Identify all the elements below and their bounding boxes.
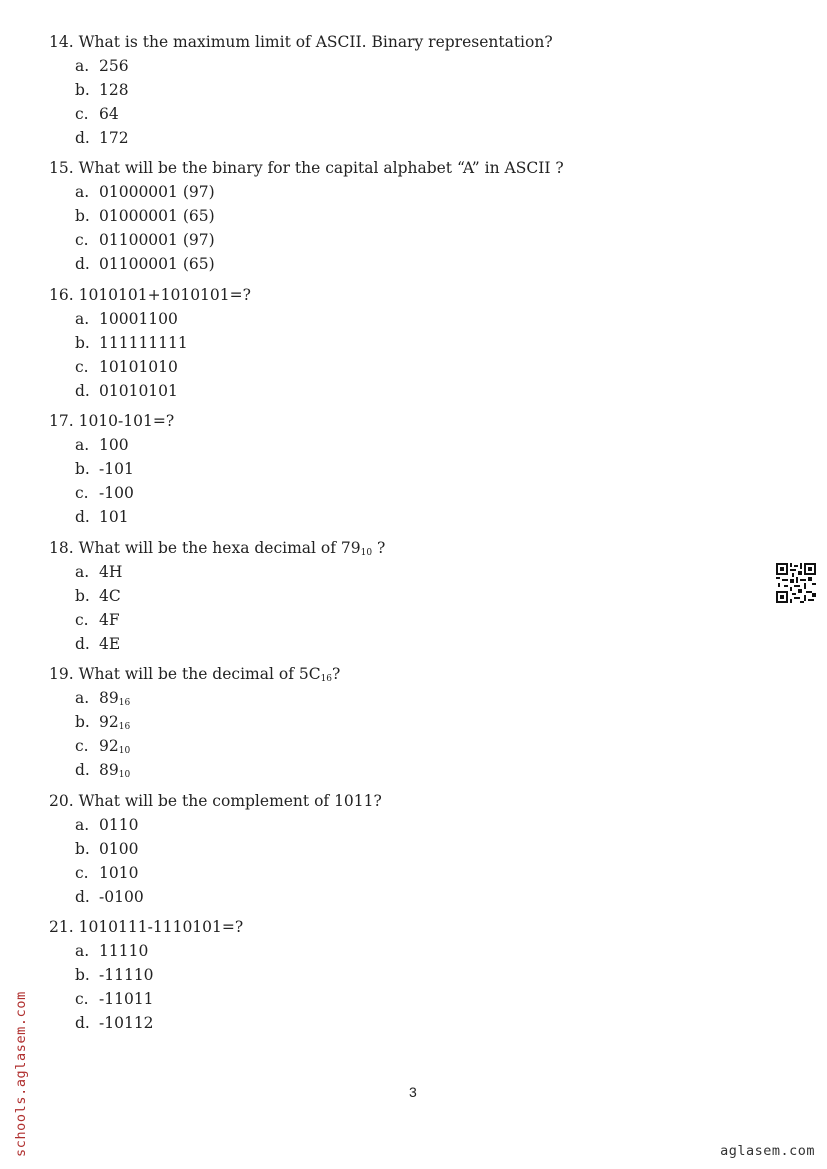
- side-watermark-url[interactable]: schools.aglasem.com: [13, 991, 29, 1157]
- option-item: [75, 760, 130, 780]
- option-letter: d.: [75, 255, 90, 273]
- option-item: [75, 586, 121, 606]
- question-text: What will be the decimal of 5C: [78, 665, 321, 683]
- option-text: 101: [99, 508, 129, 526]
- option-text: 256: [99, 57, 129, 75]
- option-letter: a.: [75, 57, 90, 75]
- option-text: 89: [99, 761, 119, 779]
- option-letter: d.: [75, 761, 90, 779]
- question-18: [49, 538, 385, 558]
- footer-url[interactable]: aglasem.com: [720, 1143, 815, 1159]
- option-letter: b.: [75, 207, 90, 225]
- option-text: 10001100: [99, 310, 178, 328]
- option-item: [75, 989, 154, 1009]
- option-text: -10112: [99, 1014, 154, 1032]
- question-number: 14.: [49, 33, 74, 51]
- option-text: 128: [99, 81, 129, 99]
- option-letter: c.: [75, 611, 89, 629]
- question-20: [49, 791, 382, 811]
- page-number: 3: [409, 1084, 417, 1100]
- option-item: [75, 863, 138, 883]
- option-text: -101: [99, 460, 134, 478]
- question-text: What will be the binary for the capital alphabet “A” in ASCII ?: [78, 159, 564, 177]
- option-item: [75, 839, 138, 859]
- option-text: 10101010: [99, 358, 178, 376]
- option-item: [75, 965, 154, 985]
- question-text: What will be the complement of 1011?: [78, 792, 382, 810]
- subscript: 10: [118, 746, 131, 756]
- option-item: [75, 254, 215, 274]
- question-number: 17.: [49, 412, 74, 430]
- option-letter: c.: [75, 737, 89, 755]
- option-item: [75, 610, 120, 630]
- option-text: 92: [99, 713, 119, 731]
- option-item: [75, 333, 188, 353]
- option-item: [75, 230, 215, 250]
- option-letter: b.: [75, 966, 90, 984]
- question-number: 19.: [49, 665, 74, 683]
- subscript: 10: [360, 548, 373, 558]
- option-letter: d.: [75, 635, 90, 653]
- option-letter: c.: [75, 358, 89, 376]
- subscript: 16: [320, 674, 333, 684]
- option-item: [75, 357, 178, 377]
- option-text: 01100001 (65): [99, 255, 215, 273]
- question-text: 1010-101=?: [78, 412, 175, 430]
- option-item: [75, 182, 215, 202]
- option-text: 01100001 (97): [99, 231, 215, 249]
- option-text: 01000001 (97): [99, 183, 215, 201]
- option-letter: d.: [75, 888, 90, 906]
- option-letter: a.: [75, 942, 90, 960]
- option-letter: b.: [75, 334, 90, 352]
- option-item: [75, 815, 138, 835]
- option-text: 172: [99, 129, 129, 147]
- question-14: [49, 32, 553, 52]
- question-text-end: ?: [372, 539, 386, 557]
- subscript: 16: [118, 698, 131, 708]
- question-text: 1010111-1110101=?: [78, 918, 244, 936]
- option-text: 4F: [99, 611, 120, 629]
- subscript: 10: [118, 770, 131, 780]
- option-item: [75, 712, 130, 732]
- question-19: [49, 664, 340, 684]
- question-text: What will be the hexa decimal of 79: [78, 539, 361, 557]
- option-item: [75, 104, 119, 124]
- option-item: [75, 206, 215, 226]
- option-letter: d.: [75, 382, 90, 400]
- option-text: 111111111: [99, 334, 188, 352]
- option-letter: a.: [75, 563, 90, 581]
- option-item: [75, 483, 134, 503]
- option-letter: a.: [75, 689, 90, 707]
- option-item: [75, 381, 178, 401]
- option-text: 1010: [99, 864, 139, 882]
- question-number: 15.: [49, 159, 74, 177]
- option-text: -11011: [99, 990, 154, 1008]
- option-item: [75, 435, 129, 455]
- option-item: [75, 887, 144, 907]
- option-text: 4H: [99, 563, 123, 581]
- option-item: [75, 80, 129, 100]
- option-letter: a.: [75, 310, 90, 328]
- option-item: [75, 562, 122, 582]
- subscript: 16: [118, 722, 131, 732]
- question-text-end: ?: [332, 665, 341, 683]
- option-letter: d.: [75, 129, 90, 147]
- option-item: [75, 941, 148, 961]
- question-17: [49, 411, 174, 431]
- option-text: 89: [99, 689, 119, 707]
- option-text: 01010101: [99, 382, 178, 400]
- option-letter: c.: [75, 990, 89, 1008]
- question-number: 18.: [49, 539, 74, 557]
- question-text: 1010101+1010101=?: [78, 286, 251, 304]
- option-text: 4C: [99, 587, 121, 605]
- option-text: -0100: [99, 888, 144, 906]
- option-letter: c.: [75, 231, 89, 249]
- question-text: What is the maximum limit of ASCII. Binary representation?: [78, 33, 553, 51]
- question-number: 16.: [49, 286, 74, 304]
- question-number: 20.: [49, 792, 74, 810]
- option-letter: d.: [75, 1014, 90, 1032]
- option-item: [75, 688, 130, 708]
- option-letter: a.: [75, 816, 90, 834]
- option-text: 64: [99, 105, 119, 123]
- option-item: [75, 507, 129, 527]
- qr-code-icon: [776, 563, 816, 603]
- question-16: [49, 285, 251, 305]
- option-text: -100: [99, 484, 134, 502]
- question-number: 21.: [49, 918, 74, 936]
- option-item: [75, 128, 129, 148]
- option-text: 100: [99, 436, 129, 454]
- option-text: 4E: [99, 635, 121, 653]
- option-item: [75, 736, 130, 756]
- option-letter: b.: [75, 81, 90, 99]
- option-item: [75, 634, 120, 654]
- option-letter: c.: [75, 484, 89, 502]
- option-text: 92: [99, 737, 119, 755]
- option-letter: b.: [75, 840, 90, 858]
- option-text: 01000001 (65): [99, 207, 215, 225]
- option-text: -11110: [99, 966, 154, 984]
- option-text: 11110: [99, 942, 149, 960]
- option-letter: b.: [75, 460, 90, 478]
- option-letter: b.: [75, 713, 90, 731]
- option-letter: c.: [75, 105, 89, 123]
- question-15: [49, 158, 564, 178]
- option-letter: a.: [75, 436, 90, 454]
- option-letter: d.: [75, 508, 90, 526]
- option-letter: a.: [75, 183, 90, 201]
- option-letter: c.: [75, 864, 89, 882]
- option-letter: b.: [75, 587, 90, 605]
- option-item: [75, 459, 134, 479]
- option-item: [75, 309, 178, 329]
- option-item: [75, 1013, 154, 1033]
- option-text: 0100: [99, 840, 139, 858]
- option-text: 0110: [99, 816, 139, 834]
- question-21: [49, 917, 243, 937]
- option-item: [75, 56, 129, 76]
